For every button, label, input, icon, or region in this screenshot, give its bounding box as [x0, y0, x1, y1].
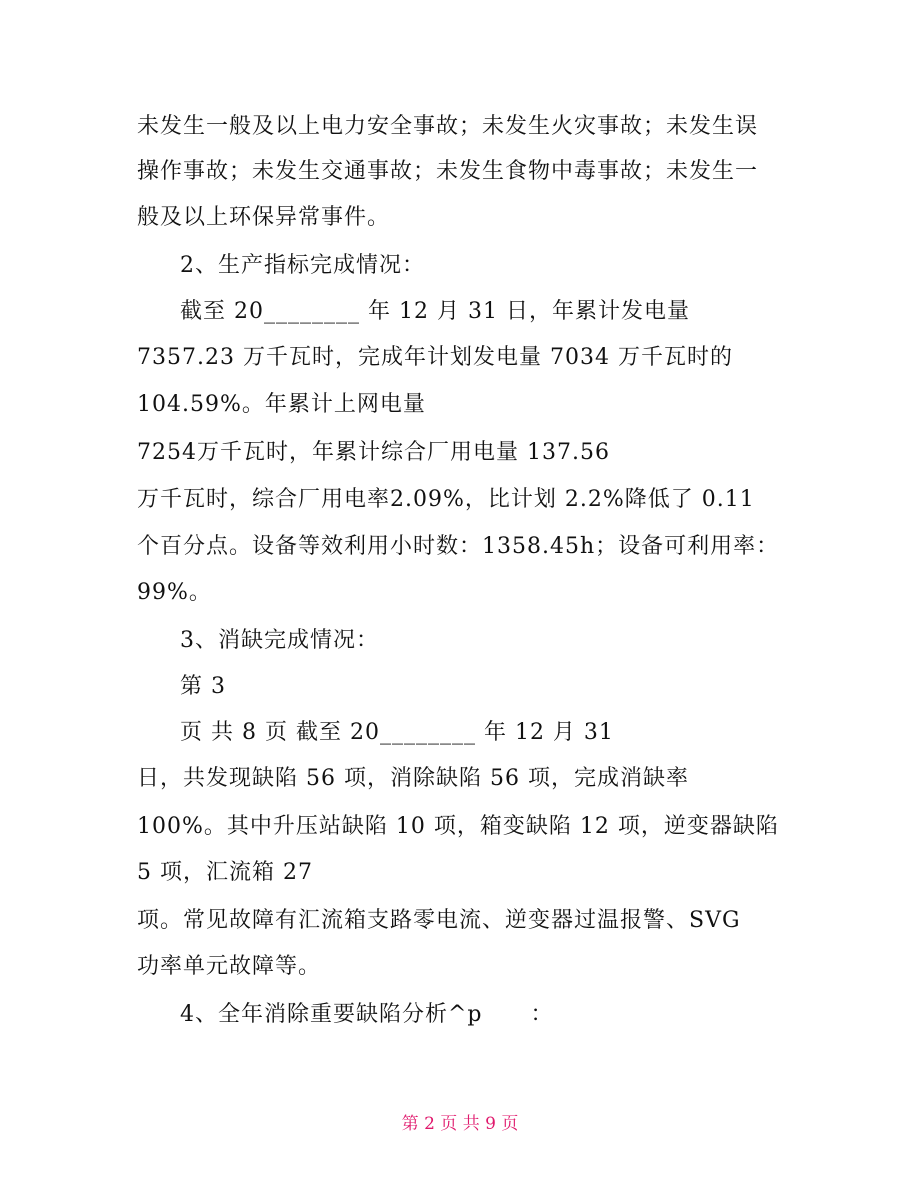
text-line-14: 页 共 8 页 截至 20________ 年 12 月 31	[180, 720, 614, 745]
text-line-19: 功率单元故障等。	[137, 954, 322, 979]
text-line-8: 7254万千瓦时，年累计综合厂用电量 137.56	[137, 440, 610, 465]
page-footer: 第 2 页 共 9 页	[401, 1114, 519, 1134]
text-line-2: 操作事故；未发生交通事故；未发生食物中毒事故；未发生一	[137, 159, 759, 184]
text-line-13: 第 3	[180, 674, 226, 699]
text-line-6: 7357.23 万千瓦时，完成年计划发电量 7034 万千瓦时的	[137, 345, 733, 370]
text-line-9: 万千瓦时，综合厂用电率2.09%，比计划 2.2%降低了 0.11	[137, 487, 755, 512]
text-line-7: 104.59%。年累计上网电量	[137, 392, 426, 417]
text-line-5: 截至 20________ 年 12 月 31 日，年累计发电量	[180, 299, 690, 324]
text-line-10: 个百分点。设备等效利用小时数：1358.45h；设备可利用率：	[137, 534, 780, 559]
section-heading-3: 3、消缺完成情况：	[180, 628, 379, 653]
text-line-16: 100%。其中升压站缺陷 10 项，箱变缺陷 12 项，逆变器缺陷	[137, 814, 779, 839]
section-heading-2: 2、生产指标完成情况：	[180, 253, 425, 278]
text-line-11: 99%。	[137, 580, 212, 605]
section-heading-4: 4、全年消除重要缺陷分析^p ：	[180, 1002, 554, 1027]
text-line-17: 5 项，汇流箱 27	[137, 860, 313, 885]
text-line-18: 项。常见故障有汇流箱支路零电流、逆变器过温报警、SVG	[137, 908, 741, 933]
text-line-1: 未发生一般及以上电力安全事故；未发生火灾事故；未发生误	[137, 114, 759, 139]
text-line-15: 日，共发现缺陷 56 项，消除缺陷 56 项，完成消缺率	[137, 766, 689, 791]
text-line-3: 般及以上环保异常事件。	[137, 205, 391, 230]
